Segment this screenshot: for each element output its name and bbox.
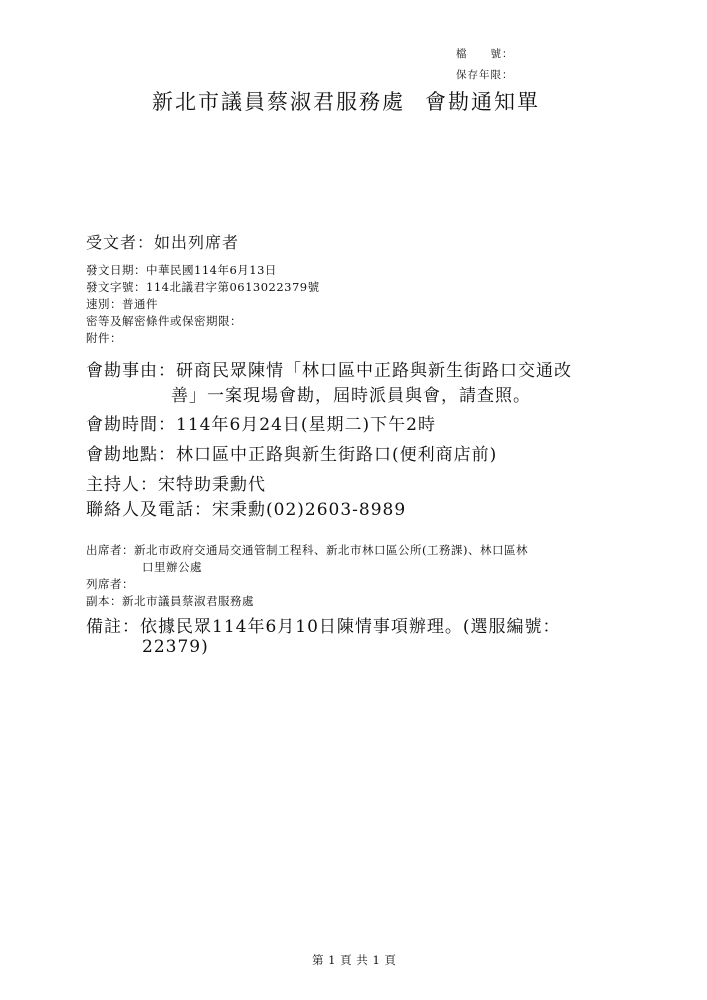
inspection-subject-label: 會勘事由： (86, 361, 176, 381)
document-title (152, 86, 540, 116)
inspection-subject (86, 356, 572, 381)
inspection-subject-continued: 善」一案現場會勘，屆時派員與會，請查照。 (171, 386, 531, 406)
host: 主持人：宋特助秉勳代 (86, 475, 266, 495)
copy-to: 副本：新北市議員蔡淑君服務處 (86, 594, 254, 608)
document-type: 會勘通知單 (425, 90, 540, 114)
office-name: 新北市議員蔡淑君服務處 (152, 90, 405, 114)
page-number: 第 1 頁 共 1 頁 (312, 953, 397, 967)
recipient-value: 如出列席者 (154, 233, 240, 252)
issue-date: 發文日期：中華民國114年6月13日 (86, 263, 277, 277)
recipient-label: 受文者： (86, 233, 155, 252)
inspection-time: 會勘時間：114年6月24日(星期二)下午2時 (86, 415, 436, 435)
present-label: 出席者： (86, 543, 134, 557)
remarks: 備註：依據民眾114年6月10日陳情事項辦理。(選服編號： (86, 617, 561, 637)
issue-number: 發文字號：114北議君字第0613022379號 (86, 280, 320, 294)
contact: 聯絡人及電話：宋秉勳(02)2603-8989 (86, 500, 407, 520)
retention-period-label: 保存年限： (456, 69, 514, 81)
present-attendees (86, 542, 528, 558)
inspection-place: 會勘地點：林口區中正路與新生街路口(便利商店前) (86, 445, 498, 465)
observers: 列席者： (86, 577, 134, 591)
delivery-speed: 速別：普通件 (86, 297, 158, 311)
file-number-label: 檔 號： (456, 48, 514, 60)
present-list: 新北市政府交通局交通管制工程科、新北市林口區公所(工務課)、林口區林 (134, 543, 528, 557)
security-level: 密等及解密條件或保密期限： (86, 314, 242, 328)
recipient-line (86, 230, 239, 253)
attachment: 附件： (86, 331, 122, 345)
present-attendees-continued: 口里辦公處 (142, 560, 202, 574)
inspection-subject-text: 研商民眾陳情「林口區中正路與新生街路口交通改 (176, 361, 572, 381)
remarks-continued: 22379) (142, 637, 209, 657)
